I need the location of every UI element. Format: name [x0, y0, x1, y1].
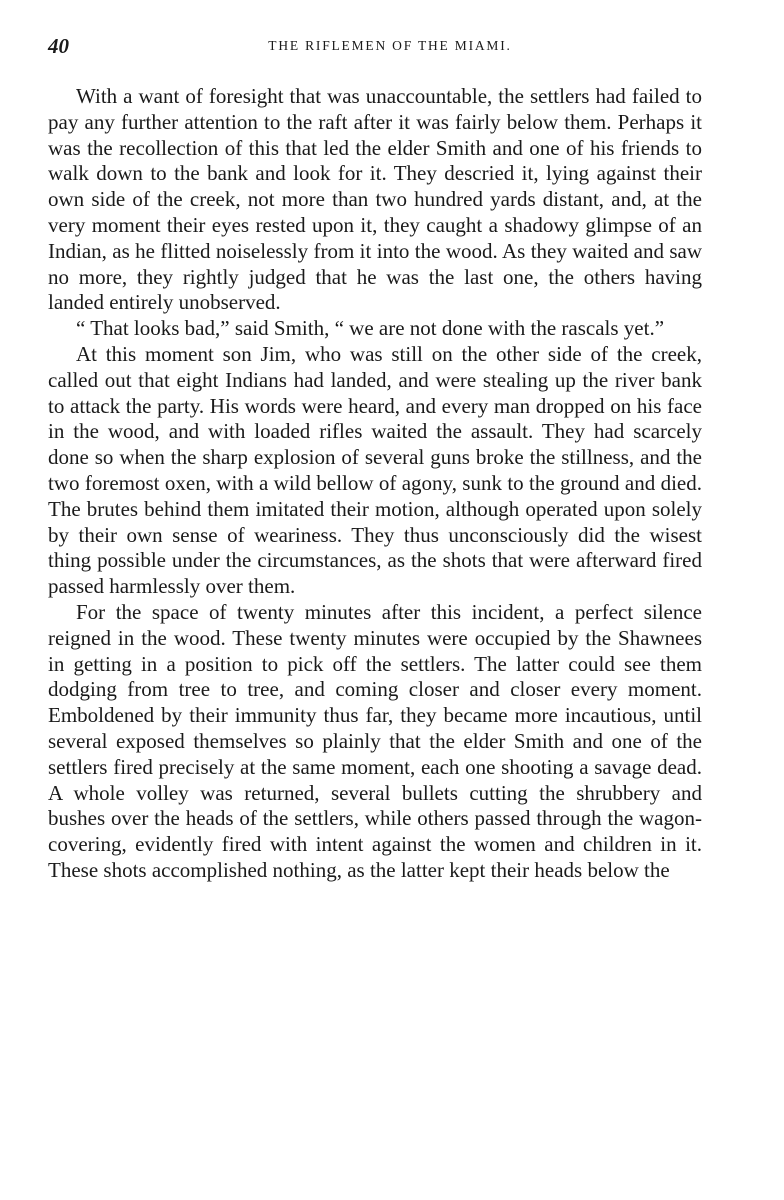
page-header — [48, 34, 702, 58]
paragraph: For the space of twenty minutes after this incident, a perfect silence reigned in the wood. These twenty minutes were occupied by the Shawnees in getting in a position to pick off the settlers. The latter could see them dodging from tree to tree, and coming closer and closer every moment. Emboldened by their immunity thus far, they became more incautious, until several exposed themselves so plainly that the elder Smith and one of the settlers fired precisely at the same moment, each one shooting a savage dead. A whole volley was returned, several bullets cutting the shrubbery and bushes over the heads of the settlers, while others passed through the wagon-covering, evidently fired with intent against the women and children in it. These shots accomplished nothing, as the latter kept their heads below the — [48, 599, 702, 882]
page-number: 40 — [48, 34, 69, 58]
paragraph: “ That looks bad,” said Smith, “ we are not done with the rascals yet.” — [76, 316, 665, 341]
paragraph: With a want of foresight that was unaccountable, the settlers had failed to pay any further attention to the raft after it was fairly below them. Perhaps it was the recollection of this that led the elder Smith and one of his friends to walk down to the bank and look for it. They descried it, lying against their own side of the creek, not more than two hundred yards distant, and, at the very moment their eyes rested upon it, they caught a shadowy glimpse of an Indian, as he flitted noiselessly from it into the wood. As they waited and saw no more, they rightly judged that he was the last one, the others having landed entirely unobserved. — [48, 84, 702, 315]
paragraph: At this moment son Jim, who was still on the other side of the creek, called out that eight Indians had landed, and were stealing up the river bank to attack the party. His words were heard, and every man dropped on his face in the wood, and with loaded rifles waited the assault. They had scarcely done so when the sharp explosion of several guns broke the stillness, and the two foremost oxen, with a wild bellow of agony, sunk to the ground and died. The brutes behind them imitated their motion, although operated upon solely by their own sense of weariness. They thus unconsciously did the wisest thing possible under the circumstances, as the shots that were afterward fired passed harmlessly over them. — [48, 341, 702, 599]
running-head: THE RIFLEMEN OF THE MIAMI. — [268, 38, 512, 53]
body-text — [48, 84, 702, 884]
